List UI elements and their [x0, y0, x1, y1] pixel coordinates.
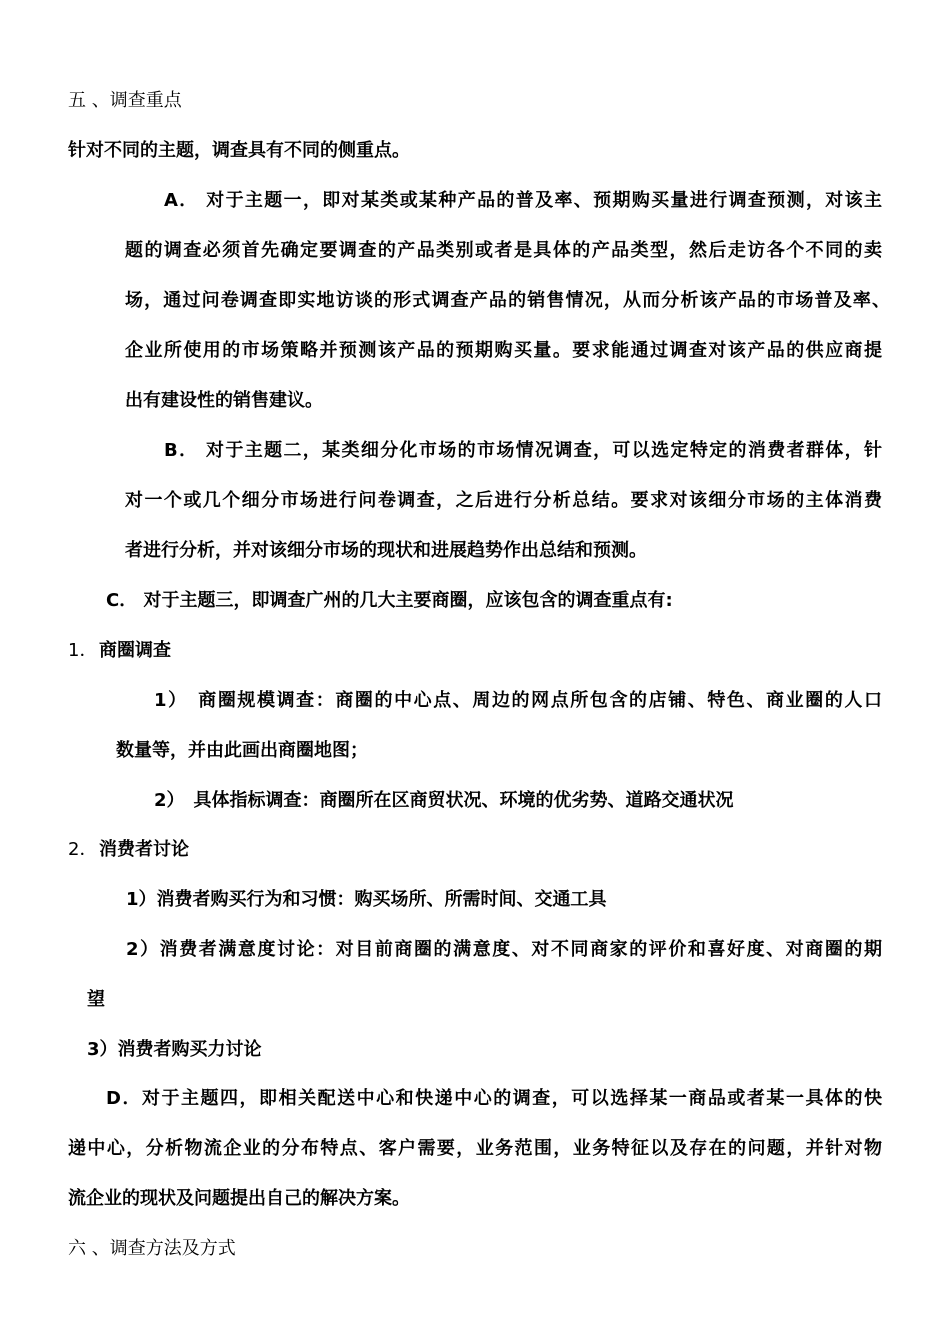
theme-a-line: A． 对于主题一，即对某类或某种产品的普及率、预期购买量进行调查预测，对该主 — [164, 190, 882, 211]
item-1-number: 1． — [68, 640, 98, 661]
theme-d-line: 递中心，分析物流企业的分布特点、客户需要，业务范围，业务特征以及存在的问题，并针对物 — [68, 1138, 882, 1159]
section-5-intro: 针对不同的主题，调查具有不同的侧重点。 — [68, 140, 410, 161]
theme-b-line: 者进行分析，并对该细分市场的现状和进展趋势作出总结和预测。 — [125, 540, 647, 561]
theme-d-line: D．对于主题四，即相关配送中心和快递中心的调查，可以选择某一商品或者某一具体的快 — [106, 1088, 882, 1109]
theme-c-line: C． 对于主题三，即调查广州的几大主要商圈，应该包含的调查重点有: — [106, 590, 673, 611]
theme-a-line: 企业所使用的市场策略并预测该产品的预期购买量。要求能通过调查对该产品的供应商提 — [125, 340, 882, 361]
item-2-sub-2: 2）消费者满意度讨论：对目前商圈的满意度、对不同商家的评价和喜好度、对商圈的期 — [126, 939, 882, 960]
theme-a-line: 出有建设性的销售建议。 — [125, 390, 323, 411]
item-1-sub-1: 1） 商圈规模调查：商圈的中心点、周边的网点所包含的店铺、特色、商业圈的人口 — [154, 690, 882, 711]
theme-b-line: 对一个或几个细分市场进行问卷调查，之后进行分析总结。要求对该细分市场的主体消费 — [125, 490, 882, 511]
item-1-title: 商圈调查 — [99, 640, 171, 661]
item-2-sub-1: 1）消费者购买行为和习惯：购买场所、所需时间、交通工具 — [126, 889, 607, 910]
section-6-heading: 六 、调查方法及方式 — [68, 1238, 236, 1259]
theme-b-line: B． 对于主题二，某类细分化市场的市场情况调查，可以选定特定的消费者群体，针 — [164, 440, 882, 461]
item-2-number: 2． — [68, 839, 98, 860]
item-1-sub-2: 2） 具体指标调查：商圈所在区商贸状况、环境的优劣势、道路交通状况 — [154, 790, 734, 811]
theme-d-line: 流企业的现状及问题提出自己的解决方案。 — [68, 1188, 410, 1209]
item-2-sub-3: 3）消费者购买力讨论 — [87, 1039, 262, 1060]
theme-a-line: 题的调查必须首先确定要调查的产品类别或者是具体的产品类型，然后走访各个不同的卖 — [125, 240, 882, 261]
theme-a-line: 场，通过问卷调查即实地访谈的形式调查产品的销售情况，从而分析该产品的市场普及率、 — [125, 290, 890, 311]
item-2-sub-2-cont: 望 — [87, 989, 105, 1010]
section-5-heading: 五 、调查重点 — [68, 90, 182, 111]
item-1-sub-1-cont: 数量等，并由此画出商圈地图； — [116, 740, 368, 761]
item-2-title: 消费者讨论 — [99, 839, 189, 860]
